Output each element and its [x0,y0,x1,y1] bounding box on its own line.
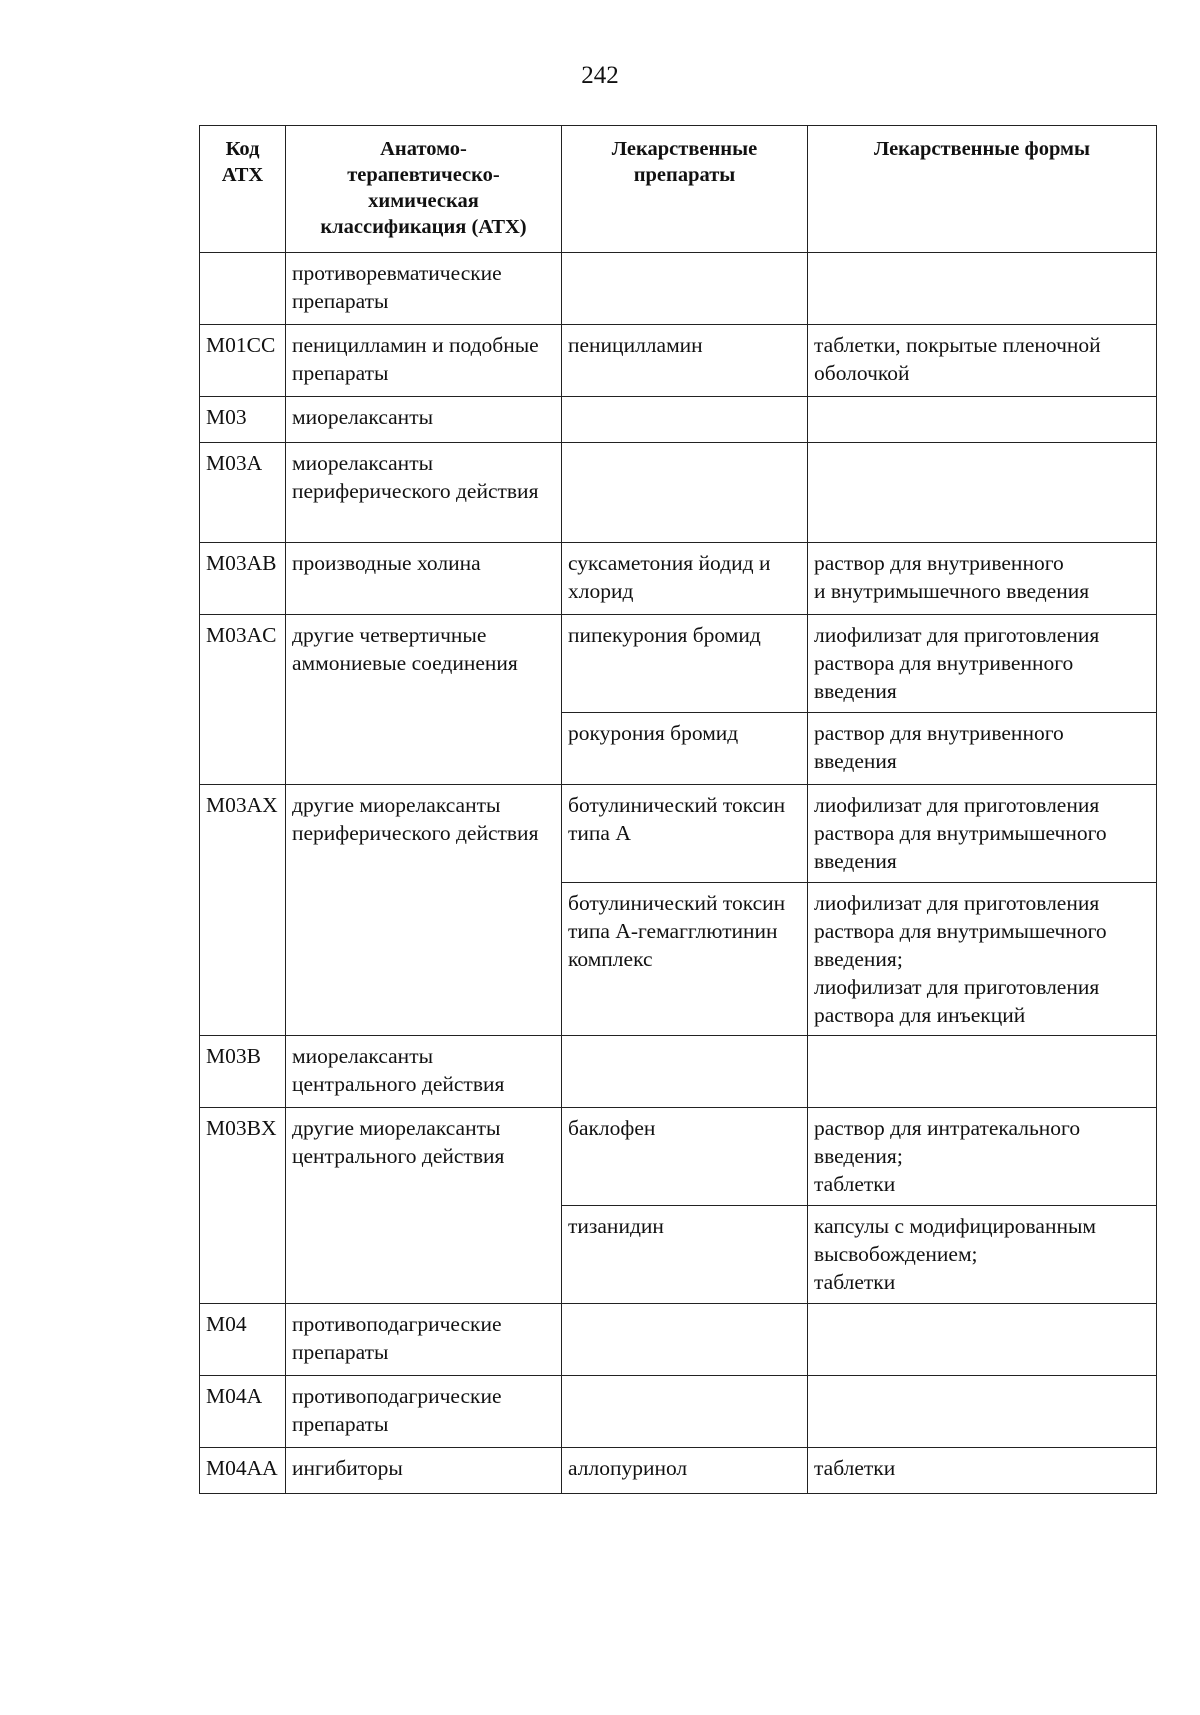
table-row [200,325,1157,397]
atx-classification-cell: ингибиторы [286,1448,562,1494]
atx-classification-cell: противоподагрические препараты [286,1376,562,1448]
dosage-form-cell: раствор для интратекального введения; таблетки [808,1108,1157,1206]
table-row [200,615,1157,713]
atx-code-cell: M04AA [200,1448,286,1494]
drug-name-cell: рокурония бромид [562,713,808,785]
table-row [200,1448,1157,1494]
drug-name-cell: тизанидин [562,1206,808,1304]
dosage-form-cell [808,1036,1157,1108]
header-drugs: Лекарственные препараты [562,126,808,253]
dosage-form-cell [808,397,1157,443]
table-row [200,1108,1157,1206]
dosage-form-cell [808,443,1157,543]
atx-code-cell: M04 [200,1304,286,1376]
table-row [200,397,1157,443]
atx-code-cell [200,253,286,325]
drug-name-cell: пипекурония бромид [562,615,808,713]
drug-name-cell [562,1036,808,1108]
table-row [200,1376,1157,1448]
header-dosage-forms: Лекарственные формы [808,126,1157,253]
drug-name-cell [562,397,808,443]
table-row [200,785,1157,883]
atx-classification-cell: миорелаксанты центрального действия [286,1036,562,1108]
dosage-form-cell: таблетки, покрытые пленочной оболочкой [808,325,1157,397]
dosage-form-cell: лиофилизат для приготовления раствора для внутримышечного введения [808,785,1157,883]
dosage-form-cell: таблетки [808,1448,1157,1494]
atx-classification-cell: другие четвертичные аммониевые соединения [286,615,562,785]
drug-name-cell [562,443,808,543]
atx-classification-cell: миорелаксанты периферического действия [286,443,562,543]
atx-classification-cell: противоревматические препараты [286,253,562,325]
atx-code-cell: M03AX [200,785,286,1036]
dosage-form-cell [808,1304,1157,1376]
drug-name-cell: суксаметония йодид и хлорид [562,543,808,615]
atx-code-cell: M03AC [200,615,286,785]
atx-classification-cell: пеницилламин и подобные препараты [286,325,562,397]
drug-name-cell [562,1376,808,1448]
atx-code-cell: M03A [200,443,286,543]
dosage-form-cell [808,1376,1157,1448]
drug-name-cell: аллопуринол [562,1448,808,1494]
table-row [200,543,1157,615]
page-number: 242 [581,62,619,89]
atx-code-cell: M04A [200,1376,286,1448]
drug-name-cell: пеницилламин [562,325,808,397]
drug-name-cell: ботулинический токсин типа А [562,785,808,883]
dosage-form-cell: лиофилизат для приготовления раствора для внутривенного введения [808,615,1157,713]
table-row [200,1036,1157,1108]
drug-name-cell [562,1304,808,1376]
atx-classification-cell: миорелаксанты [286,397,562,443]
dosage-form-cell: капсулы с модифицированным высвобождением; таблетки [808,1206,1157,1304]
dosage-form-cell: лиофилизат для приготовления раствора для внутримышечного введения; лиофилизат для приготовления раствора для инъекций [808,883,1157,1036]
header-atx-code: Код АТХ [200,126,286,253]
atx-code-cell: M03B [200,1036,286,1108]
atx-classification-cell: другие миорелаксанты периферического действия [286,785,562,1036]
atx-drug-table [199,125,1157,1494]
dosage-form-cell: раствор для внутривенного введения [808,713,1157,785]
table-row [200,1304,1157,1376]
drug-name-cell: ботулинический токсин типа А-гемагглютинин комплекс [562,883,808,1036]
dosage-form-cell [808,253,1157,325]
atx-code-cell: M03 [200,397,286,443]
header-atx-classification: Анатомо- терапевтическо- химическая классификация (АТХ) [286,126,562,253]
atx-classification-cell: другие миорелаксанты центрального действия [286,1108,562,1304]
table-body [200,253,1157,1494]
atx-classification-cell: противоподагрические препараты [286,1304,562,1376]
atx-classification-cell: производные холина [286,543,562,615]
atx-code-cell: M01CC [200,325,286,397]
drug-name-cell [562,253,808,325]
table-header-row [200,126,1157,253]
atx-code-cell: M03AB [200,543,286,615]
table-row [200,443,1157,543]
atx-code-cell: M03BX [200,1108,286,1304]
table-row [200,253,1157,325]
drug-name-cell: баклофен [562,1108,808,1206]
dosage-form-cell: раствор для внутривенного и внутримышечного введения [808,543,1157,615]
